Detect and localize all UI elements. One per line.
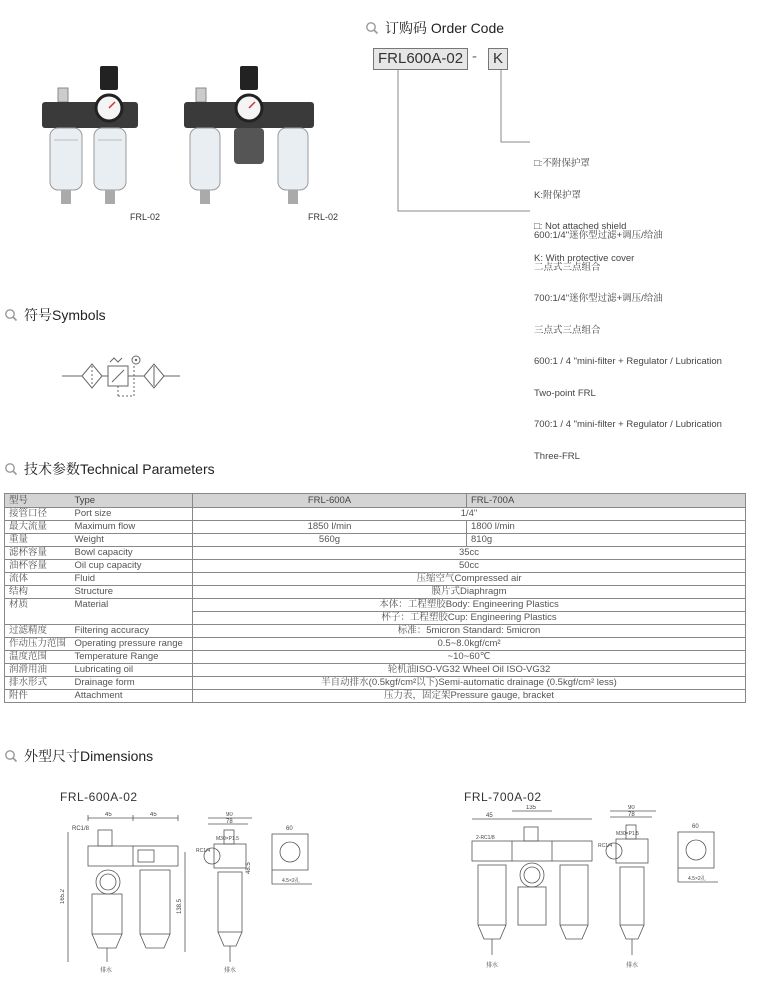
order-code-dash: -	[472, 48, 477, 65]
frl-700-side-drawing	[598, 805, 664, 980]
product-label: FRL-02	[308, 212, 339, 222]
option-legend-line: □: Not attached shield	[534, 221, 627, 232]
option-legend-line: K:附保护罩	[534, 189, 581, 201]
row-value-600: 1850 l/min	[193, 521, 467, 534]
row-zh: 油杯容量	[5, 560, 71, 573]
table-row	[5, 573, 746, 586]
row-value: ~10~60℃	[193, 651, 746, 664]
table-row	[5, 664, 746, 677]
dim-value: 90	[628, 805, 635, 811]
header-zh: 型号	[5, 494, 71, 508]
row-en: Lubricating oil	[71, 664, 193, 677]
row-value: 压缩空气Compressed air	[193, 573, 746, 586]
frl-pneumatic-symbol	[62, 352, 182, 400]
model-legend-line: 三点式三点组合	[534, 324, 601, 336]
row-en: Maximum flow	[71, 521, 193, 534]
model-legend-line: 二点式三点组合	[534, 261, 601, 273]
row-en: Filtering accuracy	[71, 625, 193, 638]
dim-value: 138.5	[177, 898, 183, 914]
row-en: Weight	[71, 534, 193, 547]
magnifier-icon	[4, 308, 18, 322]
order-code-leader-lines	[390, 68, 540, 218]
row-value: 膜片式Diaphragm	[193, 586, 746, 599]
table-row	[5, 651, 746, 664]
model-legend-line: Two-point FRL	[534, 387, 596, 399]
symbols-title-text: 符号Symbols	[24, 307, 106, 323]
model-legend-line: 600:1/4"迷你型过滤+调压/给油	[534, 230, 663, 241]
dim-value: 90	[226, 812, 233, 818]
frl-600-side-drawing	[190, 812, 260, 982]
row-value: 杯子：工程塑胶Cup: Engineering Plastics	[193, 612, 746, 625]
order-code-model: FRL600A-02	[373, 48, 468, 70]
row-zh: 重量	[5, 534, 71, 547]
order-code-title	[365, 18, 504, 38]
dim-label-600: FRL-600A-02	[60, 790, 138, 804]
row-zh: 过滤精度	[5, 625, 71, 638]
row-zh: 材质	[5, 599, 71, 625]
option-legend-line: □:不附保护罩	[534, 158, 590, 169]
option-legend-line: K: With protective cover	[534, 252, 635, 264]
row-en: Attachment	[71, 690, 193, 703]
technical-title-text: 技术参数Technical Parameters	[24, 461, 215, 477]
frl-600-bracket-drawing	[262, 822, 322, 902]
dim-value: 45	[486, 813, 493, 819]
dim-value: 48.5	[246, 862, 252, 874]
dim-value: 78	[226, 819, 233, 825]
row-zh: 温度范围	[5, 651, 71, 664]
table-row	[5, 625, 746, 638]
magnifier-icon	[4, 749, 18, 763]
table-row	[5, 521, 746, 534]
row-en: Oil cup capacity	[71, 560, 193, 573]
table-row	[5, 547, 746, 560]
row-en: Bowl capacity	[71, 547, 193, 560]
dim-callout: 4.5×2孔	[282, 878, 300, 884]
magnifier-icon	[365, 21, 379, 35]
row-en: Structure	[71, 586, 193, 599]
drain-label: 排水	[486, 963, 499, 969]
dim-value: 45	[105, 812, 112, 818]
dim-label-700: FRL-700A-02	[464, 790, 542, 804]
row-en: Drainage form	[71, 677, 193, 690]
dim-value: 78	[628, 812, 635, 818]
model-legend-line: 700:1/4"迷你型过滤+调压/给油	[534, 293, 663, 304]
frl-600-front-drawing	[60, 812, 190, 982]
table-row	[5, 638, 746, 651]
frl-three-point-product-image	[182, 60, 322, 220]
row-zh: 结构	[5, 586, 71, 599]
technical-parameters-table	[4, 493, 746, 703]
header-en: Type	[71, 494, 193, 508]
dim-callout: 4.5×2孔	[688, 876, 706, 882]
dimensions-title-text: 外型尺寸Dimensions	[24, 748, 154, 764]
row-value: 压力表，固定架Pressure gauge, bracket	[193, 690, 746, 703]
row-zh: 排水形式	[5, 677, 71, 690]
row-zh: 流体	[5, 573, 71, 586]
row-en: Operating pressure range	[71, 638, 193, 651]
row-value: 轮机油ISO-VG32 Wheel Oil ISO-VG32	[193, 664, 746, 677]
table-row	[5, 599, 746, 612]
drain-label: 排水	[626, 963, 639, 969]
row-value: 0.5~8.0kgf/cm²	[193, 638, 746, 651]
model-legend	[534, 210, 722, 473]
dim-callout: M30×P1.5	[216, 836, 239, 842]
magnifier-icon	[4, 462, 18, 476]
frl-700-bracket-drawing	[668, 820, 728, 900]
row-value: 35cc	[193, 547, 746, 560]
dim-callout: RC1/4	[598, 843, 613, 849]
technical-title	[4, 459, 215, 479]
dim-value: 165.2	[60, 888, 66, 904]
dim-callout: RC1/8	[72, 826, 90, 832]
dim-value: 60	[286, 826, 293, 832]
row-value: 1/4"	[193, 508, 746, 521]
model-legend-line: Three-FRL	[534, 450, 580, 462]
row-value: 本体：工程塑胶Body: Engineering Plastics	[193, 599, 746, 612]
model-legend-line: 600:1 / 4 "mini-filter + Regulator / Lubrication	[534, 356, 722, 367]
row-value: 半自动排水(0.5kgf/cm²以下)Semi-automatic drainage (0.5kgf/cm² less)	[193, 677, 746, 690]
row-en: Temperature Range	[71, 651, 193, 664]
dim-callout: M30×P1.5	[616, 831, 639, 837]
frl-700-front-drawing	[460, 805, 600, 980]
row-zh: 滤杯容量	[5, 547, 71, 560]
product-label: FRL-02	[130, 212, 161, 222]
table-row	[5, 690, 746, 703]
symbols-title	[4, 305, 106, 325]
row-value-700: 1800 l/min	[467, 521, 746, 534]
row-value-700: 810g	[467, 534, 746, 547]
dim-value: 60	[692, 824, 699, 830]
frl-two-point-product-image	[30, 60, 150, 220]
dim-callout: RC1/4	[196, 848, 211, 854]
order-code-option: K	[488, 48, 508, 70]
header-col2: FRL-700A	[467, 494, 746, 508]
table-row	[5, 586, 746, 599]
row-value: 标准：5micron Standard: 5micron	[193, 625, 746, 638]
header-col1: FRL-600A	[193, 494, 467, 508]
table-row	[5, 677, 746, 690]
order-code-title-text: 订购码 Order Code	[385, 20, 505, 36]
row-zh: 润滑用油	[5, 664, 71, 677]
table-row	[5, 508, 746, 521]
drain-label: 排水	[224, 968, 237, 974]
row-zh: 作动压力范围	[5, 638, 71, 651]
table-header-row	[5, 494, 746, 508]
row-en: Port size	[71, 508, 193, 521]
row-value: 50cc	[193, 560, 746, 573]
model-legend-line: 700:1 / 4 "mini-filter + Regulator / Lubrication	[534, 419, 722, 430]
table-row	[5, 534, 746, 547]
row-en: Material	[71, 599, 193, 625]
row-value-600: 560g	[193, 534, 467, 547]
drain-label: 排水	[100, 968, 113, 974]
dimensions-title	[4, 746, 153, 766]
dim-value: 135	[526, 805, 537, 811]
row-en: Fluid	[71, 573, 193, 586]
dim-callout: 2-RC1/8	[476, 835, 495, 841]
row-zh: 附件	[5, 690, 71, 703]
row-zh: 最大流量	[5, 521, 71, 534]
table-row	[5, 560, 746, 573]
row-zh: 接管口径	[5, 508, 71, 521]
dim-value: 45	[150, 812, 157, 818]
